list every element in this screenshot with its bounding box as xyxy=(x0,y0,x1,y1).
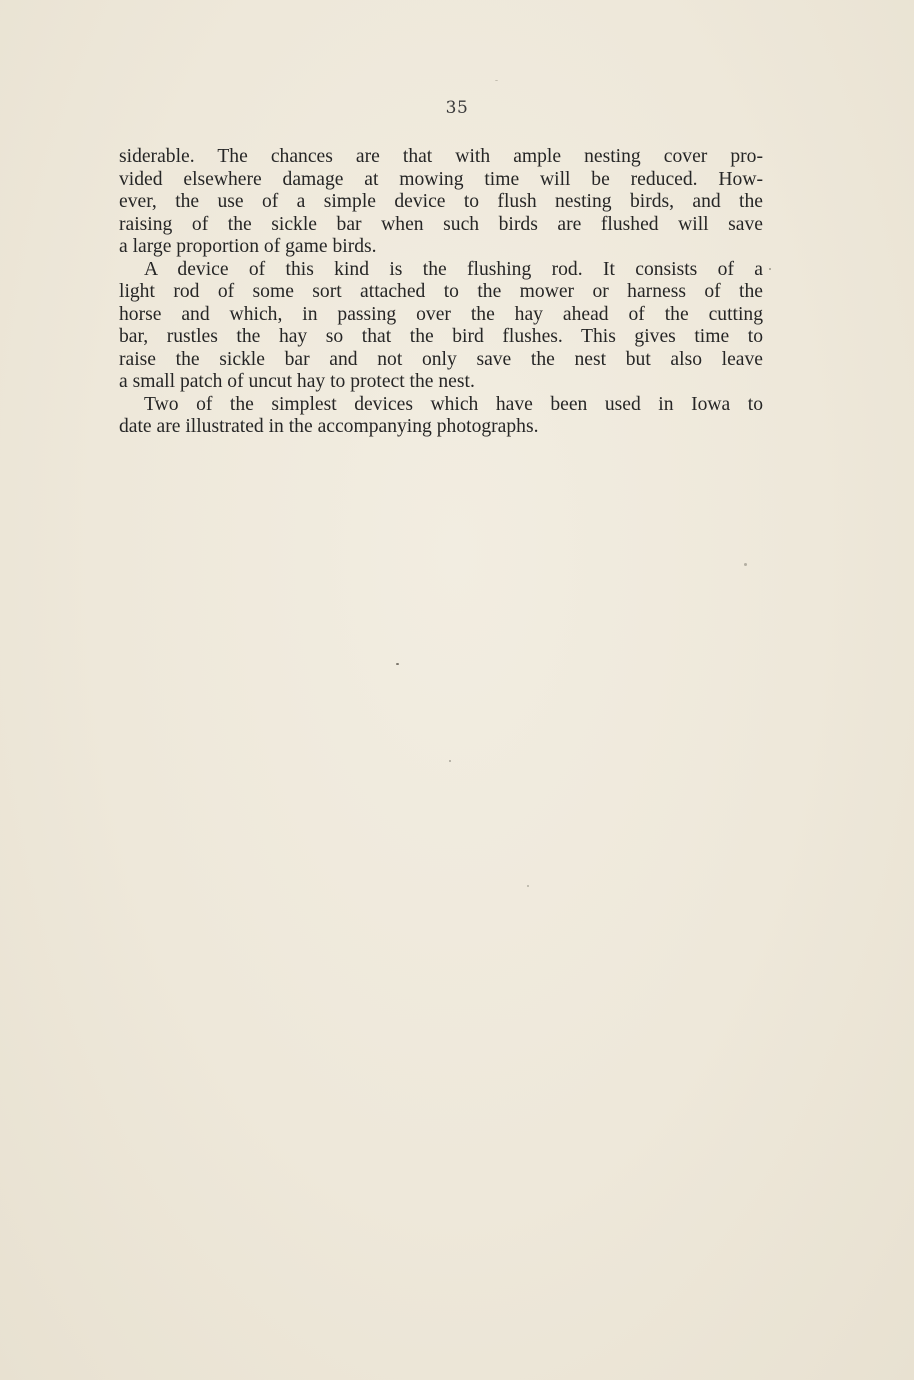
text-line: Two of the simplest devices which have been used in Iowa to xyxy=(144,393,763,415)
paper-speck xyxy=(527,885,529,887)
paper-speck xyxy=(396,663,399,665)
page-number: 35 xyxy=(445,98,469,118)
paper-speck xyxy=(769,268,771,270)
text-line: a small patch of uncut hay to protect the nest. xyxy=(119,371,475,392)
text-line: raise the sickle bar and not only save the nest but also leave xyxy=(119,348,763,370)
text-line: a large proportion of game birds. xyxy=(119,236,377,257)
text-line: light rod of some sort attached to the mower or harness of the xyxy=(119,281,763,302)
paragraph-2 xyxy=(119,259,763,394)
paragraph-1 xyxy=(119,146,763,259)
text-line: ever, the use of a simple device to flush nesting birds, and the xyxy=(119,191,763,212)
text-line: bar, rustles the hay so that the bird flushes. This gives time to xyxy=(119,326,763,347)
text-line: siderable. The chances are that with ample nesting cover pro- xyxy=(119,146,763,167)
text-line: vided elsewhere damage at mowing time will be reduced. How- xyxy=(119,168,763,190)
paper-speck xyxy=(449,760,451,762)
body-text xyxy=(119,146,763,439)
paper-speck xyxy=(744,563,747,566)
text-line: horse and which, in passing over the hay ahead of the cutting xyxy=(119,303,763,325)
text-line: A device of this kind is the flushing rod. It consists of a xyxy=(144,258,763,280)
paragraph-3 xyxy=(119,394,763,439)
paper-speck xyxy=(495,80,498,81)
text-line: date are illustrated in the accompanying photographs. xyxy=(119,416,539,437)
text-line: raising of the sickle bar when such birds are flushed will save xyxy=(119,213,763,235)
